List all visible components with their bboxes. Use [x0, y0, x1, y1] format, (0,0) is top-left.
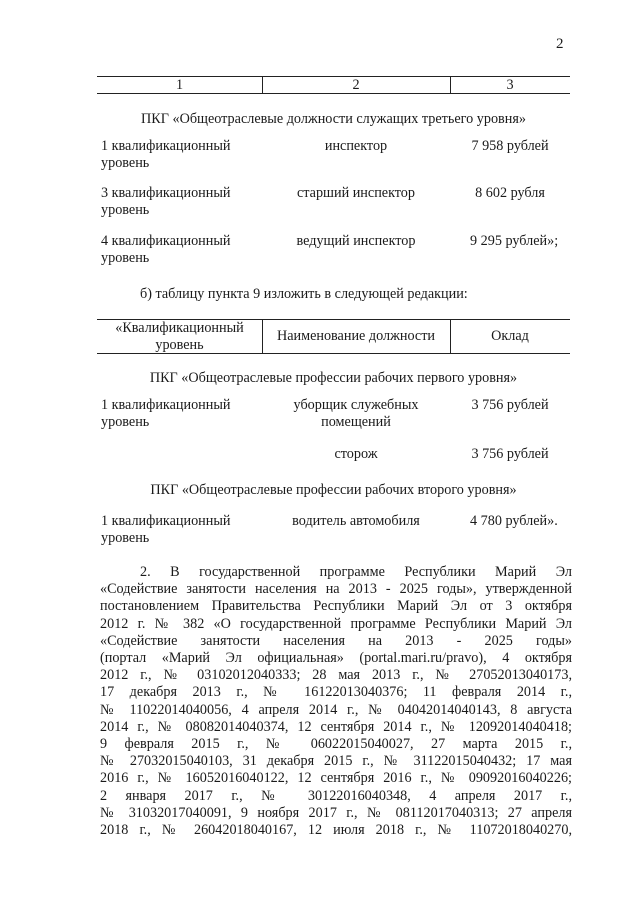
position-cell: старший инспектор [297, 185, 415, 201]
paragraph-line: № 31032017040091, 9 ноября 2017 г., № 08112017040313; 27 апреля [100, 804, 572, 821]
table-row [101, 233, 231, 267]
paragraph-line: № 27032015040103, 31 декабря 2015 г., № 31122015040432; 17 мая [100, 753, 572, 770]
position-line1: уборщик служебных [293, 397, 419, 413]
salary-cell: 9 295 рублей»; [470, 233, 559, 249]
header-level-line2: уровень [155, 337, 204, 353]
level-cell: 1 квалификационный [101, 138, 231, 154]
page-number: 2 [556, 36, 564, 52]
level-cell-line2: уровень [101, 202, 150, 218]
level-cell-line2: уровень [101, 155, 150, 171]
level-cell-line2: уровень [101, 414, 150, 430]
level-cell: 1 квалификационный [101, 513, 231, 529]
table1-colnum-3: 3 [506, 77, 514, 93]
paragraph-line: 9 февраля 2015 г., № 06022015040027, 27 марта 2015 г., [100, 736, 572, 753]
header-position: Наименование должности [276, 328, 436, 344]
salary-cell: 3 756 рублей [471, 446, 549, 462]
position-cell: водитель автомобиля [292, 513, 420, 529]
salary-cell: 3 756 рублей [471, 397, 549, 413]
paragraph-line: (портал «Марий Эл официальная» (portal.mari.ru/pravo), 4 октября [100, 650, 572, 667]
table1-colnum-1: 1 [175, 77, 184, 93]
paragraph-line: 2012 г., № 03102012040333; 28 мая 2013 г., № 27052013040173, [100, 667, 572, 684]
level-cell-line2: уровень [101, 530, 150, 546]
position-cell [262, 397, 450, 431]
level-cell: 1 квалификационный [101, 397, 231, 413]
paragraph-line: 17 декабря 2013 г., № 16122013040376; 11 февраля 2014 г., [100, 684, 572, 701]
paragraph-line: постановлением Правительства Республики Марий Эл от 3 октября [100, 598, 572, 615]
salary-cell: 7 958 рублей [471, 138, 549, 154]
table2-group1-title: ПКГ «Общеотраслевые профессии рабочих первого уровня» [149, 370, 518, 386]
paragraph-line: 2014 г., № 08082014040374, 12 сентября 2014 г., № 12092014040418; [100, 718, 572, 735]
level-cell: 4 квалификационный [101, 233, 231, 249]
table-row [101, 513, 231, 547]
paragraph-line: 2. В государственной программе Республики Марий Эл [140, 564, 572, 580]
level-cell-line2: уровень [101, 250, 150, 266]
paragraph-line: 2 января 2017 г., № 30122016040348, 4 апреля 2017 г., [100, 787, 572, 804]
paragraph-line: «Содействие занятости населения на 2013 - 2025 годы» [100, 632, 572, 649]
position-cell: ведущий инспектор [296, 233, 416, 249]
paragraph-line: № 11022014040056, 4 апреля 2014 г., № 04042014040143, 8 августа [100, 701, 572, 718]
salary-cell: 8 602 рубля [475, 185, 545, 201]
paragraph-line: 2016 г., № 16052016040122, 12 сентября 2016 г., № 09092016040226; [100, 770, 572, 787]
level-cell: 3 квалификационный [101, 185, 231, 201]
paragraph-2 [100, 564, 572, 839]
position-cell: инспектор [324, 138, 388, 154]
salary-cell: 4 780 рублей». [470, 513, 558, 529]
header-level-line1: «Квалификационный [115, 320, 244, 336]
position-line2: помещений [321, 414, 391, 430]
paragraph-line: 2012 г. № 382 «О государственной программе Республики Марий Эл [100, 615, 572, 632]
header-salary: Оклад [491, 328, 529, 344]
table1-colnum-2: 2 [352, 77, 360, 93]
table-row [101, 185, 231, 219]
header-level [97, 320, 262, 354]
paragraph-line: 2018 г., № 26042018040167, 12 июля 2018 г., № 11072018040270, [100, 822, 572, 839]
table2-group2-title: ПКГ «Общеотраслевые профессии рабочих второго уровня» [150, 482, 517, 498]
table1-group-title: ПКГ «Общеотраслевые должности служащих третьего уровня» [141, 111, 526, 127]
instruction-b: б) таблицу пункта 9 изложить в следующей редакции: [140, 286, 468, 302]
table-row [101, 138, 231, 172]
table-row [101, 397, 231, 431]
paragraph-line: «Содействие занятости населения на 2013 - 2025 годы», утвержденной [100, 581, 572, 598]
position-cell: сторож [334, 446, 378, 462]
